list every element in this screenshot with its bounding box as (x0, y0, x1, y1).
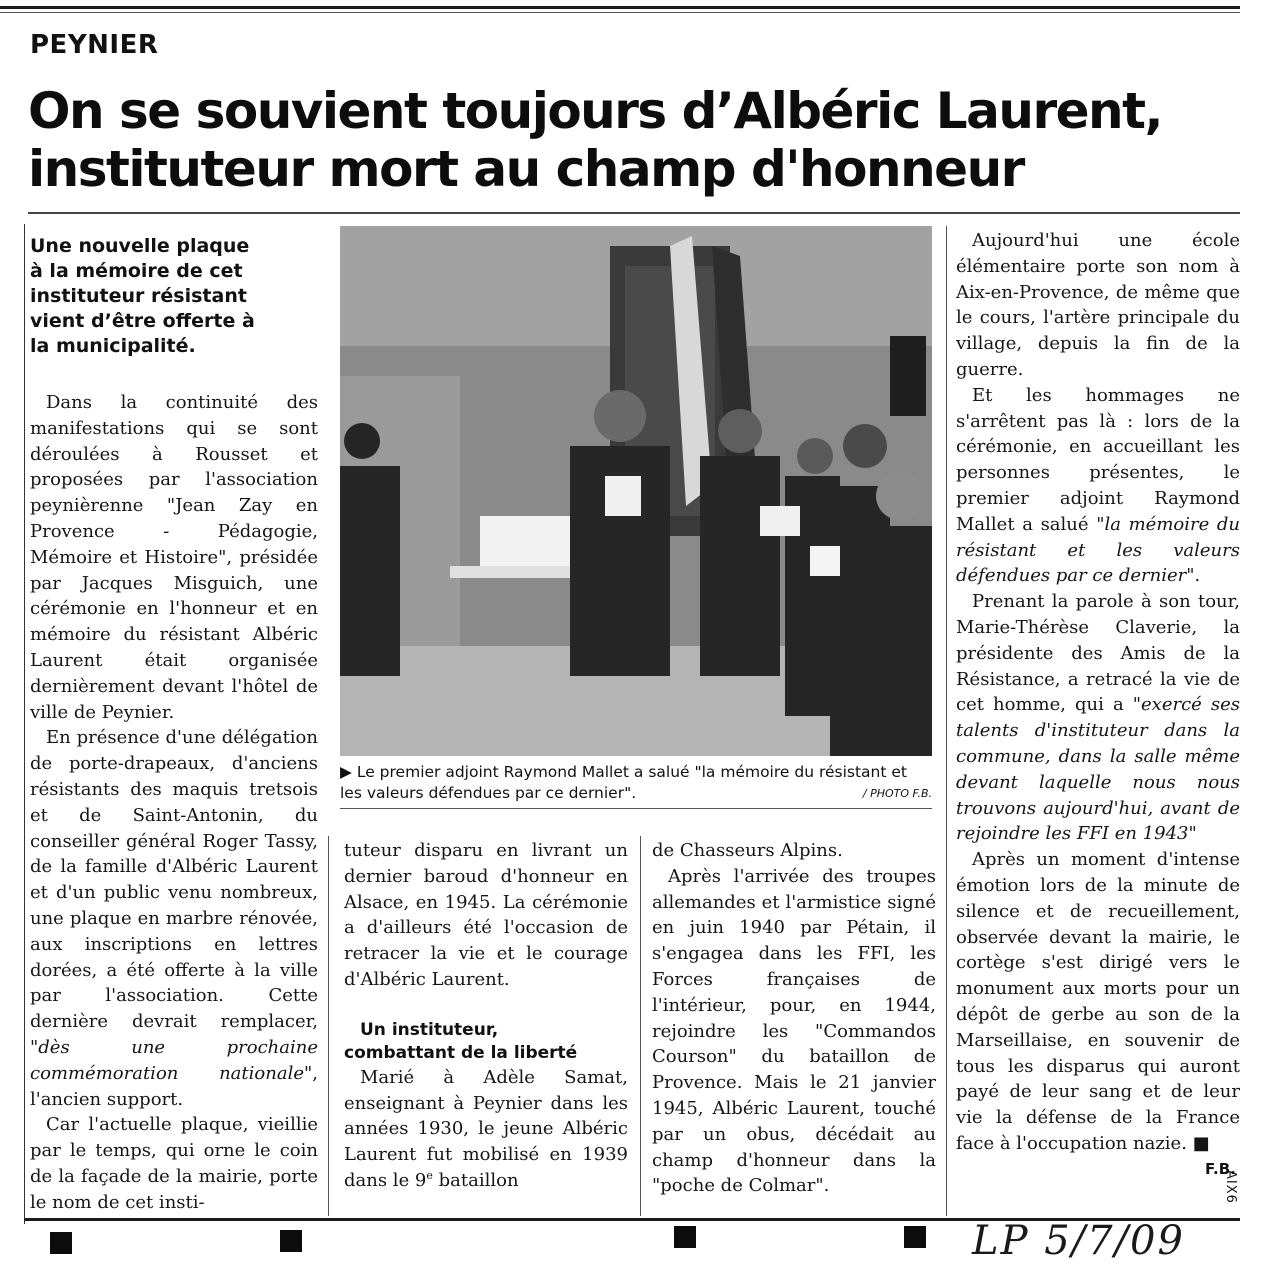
article-column-2 (344, 838, 628, 1194)
handwritten-annotation: LP 5/7/09 (972, 1218, 1185, 1264)
headline-rule (28, 212, 1240, 214)
headline-line-2: instituteur mort au champ d'honneur (28, 140, 1024, 198)
column-divider (24, 224, 25, 1224)
paragraph: Marié à Adèle Samat, enseignant à Peynier dans les années 1930, le jeune Albéric Laurent fut mobilisé en 1939 dans le 9e bataillon (344, 1066, 628, 1191)
photo-credit: / PHOTO F.B. (862, 787, 932, 800)
paragraph: En présence d'une délégation de porte-drapeaux, d'anciens résistants des maquis tretsois et de Saint-Antonin, du conseiller général Roger Tassy, de la famille d'Albéric Laurent et d'un public venu nombreux, une plaque en marbre rénovée, aux inscriptions en lettres dorées, a été offerte à la ville par l'association. Cette dernière devrait remplacer, "dès une prochaine commémoration nationale", l'ancien support. (30, 727, 318, 1110)
top-rule (0, 6, 1240, 9)
caption-rule (340, 808, 932, 809)
paragraph: Après un moment d'intense émotion lors de la minute de silence et de recueillement, observée devant la mairie, le cortège s'est dirigé vers le monument aux morts pour un dépôt de gerbe au son de la Marseillaise, en souvenir de tous les disparus qui auront payé de leur sang et de leur vie la défense de la France face à l'occupation nazie. ■ (956, 849, 1240, 1154)
article-column-3 (652, 838, 936, 1199)
paragraph: Dans la continuité des manifestations qui se sont déroulées à Rousset et proposées par l'association peynièrenne "Jean Zay en Provence - Pédagogie, Mémoire et Histoire", présidée par Jacques Misguich, une cérémonie en l'honneur et en mémoire du résistant Albéric Laurent était organisée dernièrement devant l'hôtel de ville de Peynier. (30, 392, 318, 723)
paragraph: tuteur disparu en livrant un dernier baroud d'honneur en Alsace, en 1945. La cérémonie a d'ailleurs été l'occasion de retracer la vie et le courage d'Albéric Laurent. (344, 840, 628, 990)
caption-text: Le premier adjoint Raymond Mallet a salué "la mémoire du résistant et les valeurs défendues par ce dernier". (340, 763, 907, 802)
ceremony-photo (340, 226, 932, 756)
author-signature: F.B. (1205, 1160, 1236, 1178)
registration-mark (674, 1226, 696, 1248)
photo-caption (340, 762, 932, 804)
article-column-4 (956, 228, 1240, 1157)
paragraph: Après l'arrivée des troupes allemandes et l'armistice signé en juin 1940 par Pétain, il s'engagea dans les FFI, les Forces françaises de l'intérieur, pour, en 1944, rejoindre les "Commandos Courson" du bataillon de Provence. Mais le 21 janvier 1945, Albéric Laurent, touché par un obus, décédait au champ d'honneur dans la "poche de Colmar". (652, 865, 936, 1197)
paragraph: Car l'actuelle plaque, vieillie par le temps, qui orne le coin de la façade de la mairie, porte le nom de cet insti- (30, 1114, 318, 1213)
registration-mark (904, 1226, 926, 1248)
paragraph: Et les hommages ne s'arrêtent pas là : lors de la cérémonie, en accueillant les personnes présentes, le premier adjoint Raymond Mallet a salué "la mémoire du résistant et les valeurs défendues par ce dernier". (956, 384, 1240, 587)
page-code: AIX6 (1223, 1170, 1238, 1204)
ceremony-photo-illustration (340, 226, 932, 756)
headline (28, 82, 1248, 198)
quote: "exercé ses talents d'instituteur dans la commune, dans la salle même devant laquelle nous nous trouvons aujourd'hui, avant de rejoindre les FFI en 1943" (956, 694, 1241, 845)
registration-mark (50, 1232, 72, 1254)
section-subhead: Un instituteur, combattant de la liberté (344, 1019, 578, 1063)
deck-summary: Une nouvelle plaque à la mémoire de cet instituteur résistant vient d’être offerte à la municipalité. (30, 235, 255, 357)
paragraph: Prenant la parole à son tour, Marie-Thérèse Claverie, la présidente des Amis de la Résistance, a retracé la vie de cet homme, qui a "exercé ses talents d'instituteur dans la commune, dans la salle même devant laquelle nous nous trouvons aujourd'hui, avant de rejoindre les FFI en 1943" (956, 591, 1241, 845)
headline-line-1: On se souvient toujours d’Albéric Laurent, (28, 82, 1163, 140)
column-divider (946, 226, 947, 1216)
quote: "dès une prochaine commémoration nationale" (30, 1036, 318, 1084)
kicker-location: PEYNIER (30, 30, 159, 60)
registration-mark (280, 1230, 302, 1252)
column-divider (328, 836, 329, 1216)
article-column-1 (30, 390, 318, 1216)
column-divider (640, 836, 641, 1216)
paragraph: Aujourd'hui une école élémentaire porte son nom à Aix-en-Provence, de même que le cours, l'artère principale du village, depuis la fin de la guerre. (956, 230, 1240, 380)
quote: "la mémoire du résistant et les valeurs défendues par ce dernier" (956, 513, 1240, 587)
paragraph: de Chasseurs Alpins. (652, 840, 843, 861)
caption-marker-icon: ▶ (340, 763, 352, 781)
top-rule-thin (0, 12, 1240, 13)
